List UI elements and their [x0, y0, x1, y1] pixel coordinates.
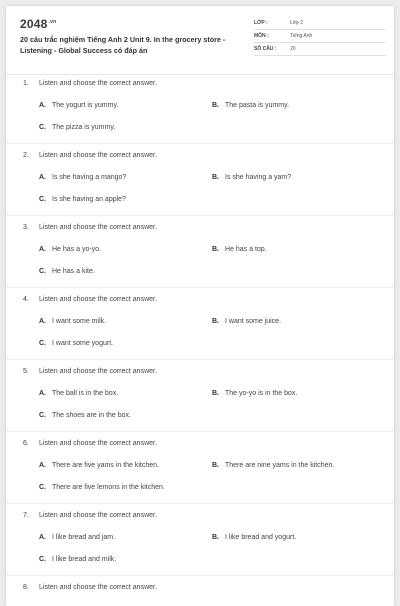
option-text: He has a yo-yo. [52, 246, 102, 253]
question-number: 7. [23, 512, 29, 519]
logo-main: 2048 [20, 17, 48, 31]
option-text: Is she having a mango? [52, 174, 127, 181]
option-letter: A. [39, 246, 46, 253]
option-text: There are five yams in the kitchen. [52, 462, 159, 469]
question-5 [6, 368, 394, 440]
question-prompt: Listen and choose the correct answer. [39, 368, 157, 375]
question-4 [6, 296, 394, 368]
option-text: There are five lemons in the kitchen. [52, 484, 165, 491]
question-number: 4. [23, 296, 29, 303]
meta-label: SỐ CÂU : [254, 46, 277, 52]
option-text: There are nine yams in the kitchen. [225, 462, 335, 469]
meta-row-count [254, 44, 386, 56]
logo-tld: .vn [48, 19, 57, 25]
question-separator [6, 359, 394, 360]
option-letter: A. [39, 390, 46, 397]
question-prompt: Listen and choose the correct answer. [39, 512, 157, 519]
option-a[interactable] [39, 318, 106, 325]
option-c[interactable] [39, 268, 95, 275]
meta-label: LỚP : [254, 20, 268, 26]
option-text: I want some juice. [225, 318, 282, 325]
option-b[interactable] [212, 534, 296, 541]
option-text: The ball is in the box. [52, 390, 119, 397]
meta-value: 20 [290, 46, 296, 52]
worksheet-page [6, 6, 394, 606]
option-letter: B. [212, 318, 219, 325]
option-b[interactable] [212, 246, 267, 253]
question-prompt: Listen and choose the correct answer. [39, 152, 157, 159]
option-c[interactable] [39, 412, 131, 419]
option-letter: A. [39, 318, 46, 325]
option-a[interactable] [39, 102, 118, 109]
option-a[interactable] [39, 390, 118, 397]
question-2 [6, 152, 394, 224]
question-prompt: Listen and choose the correct answer. [39, 80, 157, 87]
worksheet-header [6, 6, 394, 72]
question-7 [6, 512, 394, 584]
option-a[interactable] [39, 174, 126, 181]
option-c[interactable] [39, 340, 113, 347]
meta-label: MÔN : [254, 33, 269, 39]
option-text: The yogurt is yummy. [52, 102, 119, 109]
question-prompt: Listen and choose the correct answer. [39, 440, 157, 447]
question-6 [6, 440, 394, 512]
option-text: The pizza is yummy. [52, 124, 116, 131]
question-number: 8. [23, 584, 29, 591]
question-separator [6, 215, 394, 216]
option-a[interactable] [39, 534, 115, 541]
option-text: I like bread and yogurt. [225, 534, 297, 541]
question-3 [6, 224, 394, 296]
question-number: 6. [23, 440, 29, 447]
option-text: He has a top. [225, 246, 267, 253]
option-c[interactable] [39, 124, 115, 131]
option-text: I like bread and milk. [52, 556, 117, 563]
meta-value: Lớp 2 [290, 20, 304, 26]
option-letter: A. [39, 534, 46, 541]
worksheet-title: 20 câu trắc nghiệm Tiếng Anh 2 Unit 9. In the grocery store - Listening - Global Success có đáp án [20, 35, 226, 55]
question-1 [6, 80, 394, 152]
option-c[interactable] [39, 484, 165, 491]
question-separator [6, 287, 394, 288]
option-letter: C. [39, 340, 46, 347]
option-c[interactable] [39, 196, 126, 203]
question-separator [6, 431, 394, 432]
option-b[interactable] [212, 390, 297, 397]
option-b[interactable] [212, 318, 281, 325]
meta-row-grade [254, 18, 386, 30]
option-letter: B. [212, 174, 219, 181]
option-letter: B. [212, 390, 219, 397]
option-text: Is she having a yam? [225, 174, 292, 181]
option-letter: B. [212, 246, 219, 253]
option-b[interactable] [212, 174, 291, 181]
option-b[interactable] [212, 462, 334, 469]
option-text: The yo-yo is in the box. [225, 390, 298, 397]
question-number: 1. [23, 80, 29, 87]
question-separator [6, 575, 394, 576]
option-letter: A. [39, 174, 46, 181]
option-text: I like bread and jam. [52, 534, 116, 541]
option-text: The pasta is yummy. [225, 102, 290, 109]
option-letter: C. [39, 556, 46, 563]
option-text: I want some yogurt. [52, 340, 114, 347]
option-text: Is she having an apple? [52, 196, 126, 203]
option-b[interactable] [212, 102, 289, 109]
option-letter: B. [212, 462, 219, 469]
option-text: The shoes are in the box. [52, 412, 131, 419]
option-text: I want some milk. [52, 318, 107, 325]
meta-value: Tiếng Anh [290, 33, 313, 39]
worksheet-meta [254, 18, 386, 57]
option-c[interactable] [39, 556, 116, 563]
option-letter: C. [39, 412, 46, 419]
option-text: He has a kite. [52, 268, 95, 275]
question-prompt: Listen and choose the correct answer. [39, 296, 157, 303]
question-number: 5. [23, 368, 29, 375]
option-letter: C. [39, 484, 46, 491]
option-a[interactable] [39, 246, 101, 253]
question-separator [6, 503, 394, 504]
question-number: 3. [23, 224, 29, 231]
question-number: 2. [23, 152, 29, 159]
option-letter: A. [39, 462, 46, 469]
question-prompt: Listen and choose the correct answer. [39, 224, 157, 231]
site-logo[interactable] [20, 17, 56, 31]
question-8 [6, 584, 394, 604]
question-prompt: Listen and choose the correct answer. [39, 584, 157, 591]
meta-row-subject [254, 31, 386, 43]
option-letter: C. [39, 196, 46, 203]
option-a[interactable] [39, 462, 159, 469]
option-letter: C. [39, 124, 46, 131]
option-letter: A. [39, 102, 46, 109]
option-letter: C. [39, 268, 46, 275]
option-letter: B. [212, 102, 219, 109]
option-letter: B. [212, 534, 219, 541]
question-separator [6, 143, 394, 144]
header-divider [6, 74, 394, 75]
